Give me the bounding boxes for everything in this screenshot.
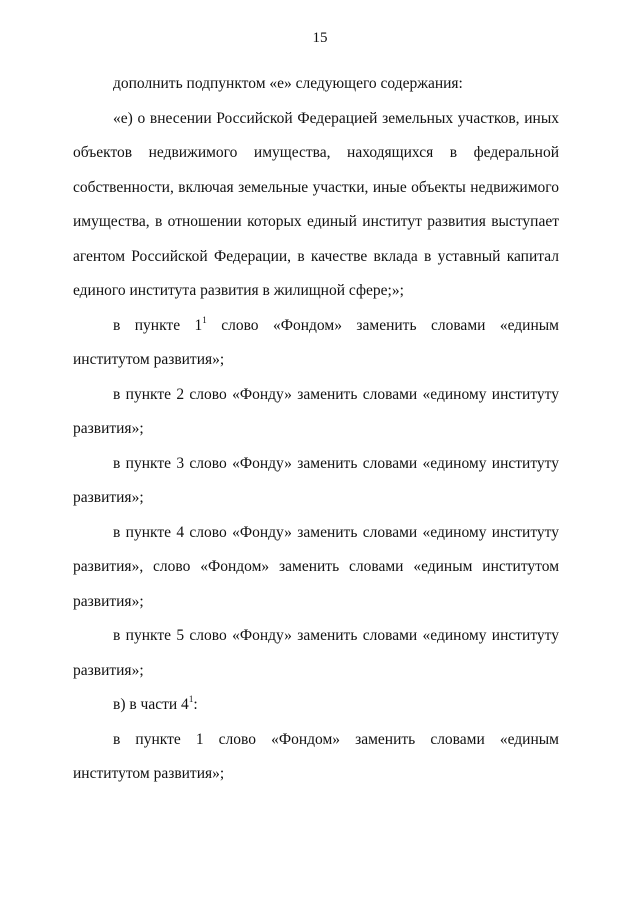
paragraph: в) в части $4^1$: [113,694,198,713]
page-number: 15 [312,30,328,46]
paragraph: дополнить подпунктом «е» следующего содержания: [113,75,463,92]
document-body [73,67,559,792]
superscript: 1 [188,694,194,704]
paragraph: в пункте 1 слово «Фондом» заменить словами «единым институтом развития»; [73,730,559,782]
paragraph: в пункте 3 слово «Фонду» заменить словами «единому институту развития»; [73,454,559,506]
superscript: 1 [202,314,207,325]
paragraph: «е) о внесении Российской Федерацией земельных участков, иных объектов недвижимого имущества, находящихся в федеральной собственности, включая земельные участки, иные объекты недвижимого имущества, в отношении которых единый институт развития выступает агентом Российской Федерации, в качестве вклада в уставный капитал единого института развития в жилищной сфере;»; [73,109,559,299]
paragraph: в пункте 4 слово «Фонду» заменить словами «единому институту развития», слово «Фондом» заменить словами «единым институтом развития»; [73,523,559,610]
paragraph: в пункте 5 слово «Фонду» заменить словами «единому институту развития»; [73,627,559,679]
paragraph: в пункте 2 слово «Фонду» заменить словами «единому институту развития»; [73,385,559,437]
paragraph: в пункте $1^1$ слово «Фондом» заменить словами «единым институтом развития»; [73,314,559,368]
